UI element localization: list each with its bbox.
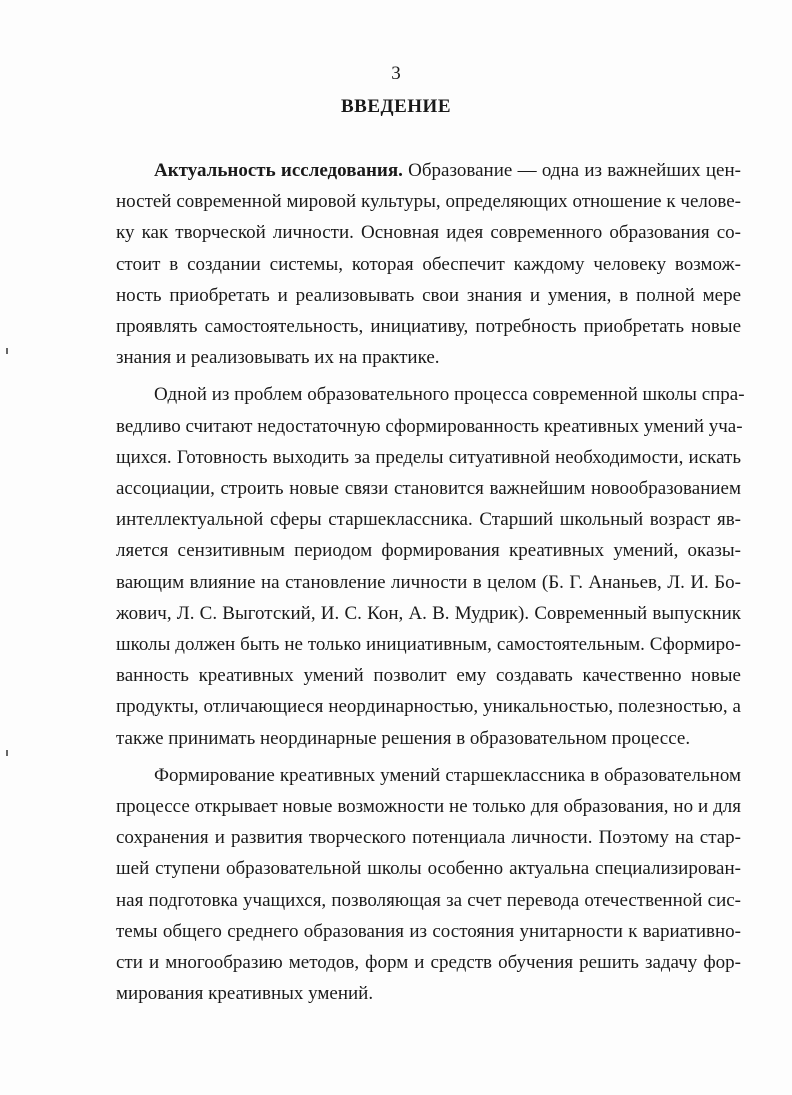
section-title: ВВЕДЕНИЕ <box>341 96 451 117</box>
text-line: стоит в создании системы, которая обеспечит каждому человеку возмож- <box>116 253 741 275</box>
text-line: Одной из проблем образовательного процесса современной школы спра- <box>154 384 745 406</box>
text-line: шей ступени образовательной школы особенно актуальна специализирован- <box>116 858 741 880</box>
text-line: ляется сензитивным периодом формирования креативных умений, оказы- <box>116 540 741 562</box>
text-line: вающим влияние на становление личности в целом (Б. Г. Ананьев, Л. И. Бо- <box>116 571 741 593</box>
paragraph-problem <box>116 379 745 753</box>
text-line: ассоциации, строить новые связи становится важнейшим новообразованием <box>116 478 741 500</box>
text-line: ность приобретать и реализовывать свои знания и умения, в полной мере <box>116 284 741 306</box>
text-line: также принимать неординарные решения в образовательном процессе. <box>116 727 691 749</box>
text-line: жович, Л. С. Выготский, И. С. Кон, А. В. Мудрик). Современный выпускник <box>116 602 741 624</box>
text-line: процессе открывает новые возможности не только для образования, но и для <box>116 796 741 818</box>
text-line: проявлять самостоятельность, инициативу, потребность приобретать новые <box>116 316 741 338</box>
paragraph-relevance <box>116 155 741 373</box>
text-line: ведливо считают недостаточную сформированность креативных умений уча- <box>116 415 743 437</box>
text-line: школы должен быть не только инициативным, самостоятельным. Сформиро- <box>116 634 741 656</box>
text-line: продукты, отличающиеся неординарностью, уникальностью, полезностью, а <box>116 696 741 718</box>
text-fragment: Образование — одна из важнейших цен- <box>402 160 741 181</box>
text-line: интеллектуальной сферы старшеклассника. Старший школьный возраст яв- <box>116 509 741 531</box>
text-line <box>116 155 741 186</box>
text-line: Формирование креативных умений старшеклассника в образовательном <box>154 764 741 786</box>
page-number: 3 <box>391 63 401 84</box>
text-line: сохранения и развития творческого потенциала личности. Поэтому на стар- <box>116 827 741 849</box>
text-line: ностей современной мировой культуры, определяющих отношение к челове- <box>116 191 741 213</box>
text-line: ная подготовка учащихся, позволяющая за счет перевода отечественной сис- <box>116 889 741 911</box>
text-line: щихся. Готовность выходить за пределы ситуативной необходимости, искать <box>116 446 741 468</box>
text-line: мирования креативных умений. <box>116 983 374 1005</box>
text-line: темы общего среднего образования из состояния унитарности к вариативно- <box>116 920 741 942</box>
text-line: сти и многообразию методов, форм и средств обучения решить задачу фор- <box>116 952 741 974</box>
text-line: знания и реализовывать их на практике. <box>116 347 440 369</box>
relevance-heading: Актуальность исследования. <box>154 160 403 181</box>
scan-artifact-mark <box>6 348 8 354</box>
text-line: ванность креативных умений позволит ему создавать качественно новые <box>116 665 741 687</box>
scan-artifact-mark <box>6 750 8 756</box>
text-line: ку как творческой личности. Основная идея современного образования со- <box>116 222 741 244</box>
paragraph-formation <box>116 760 741 1010</box>
body-text <box>116 155 745 1009</box>
